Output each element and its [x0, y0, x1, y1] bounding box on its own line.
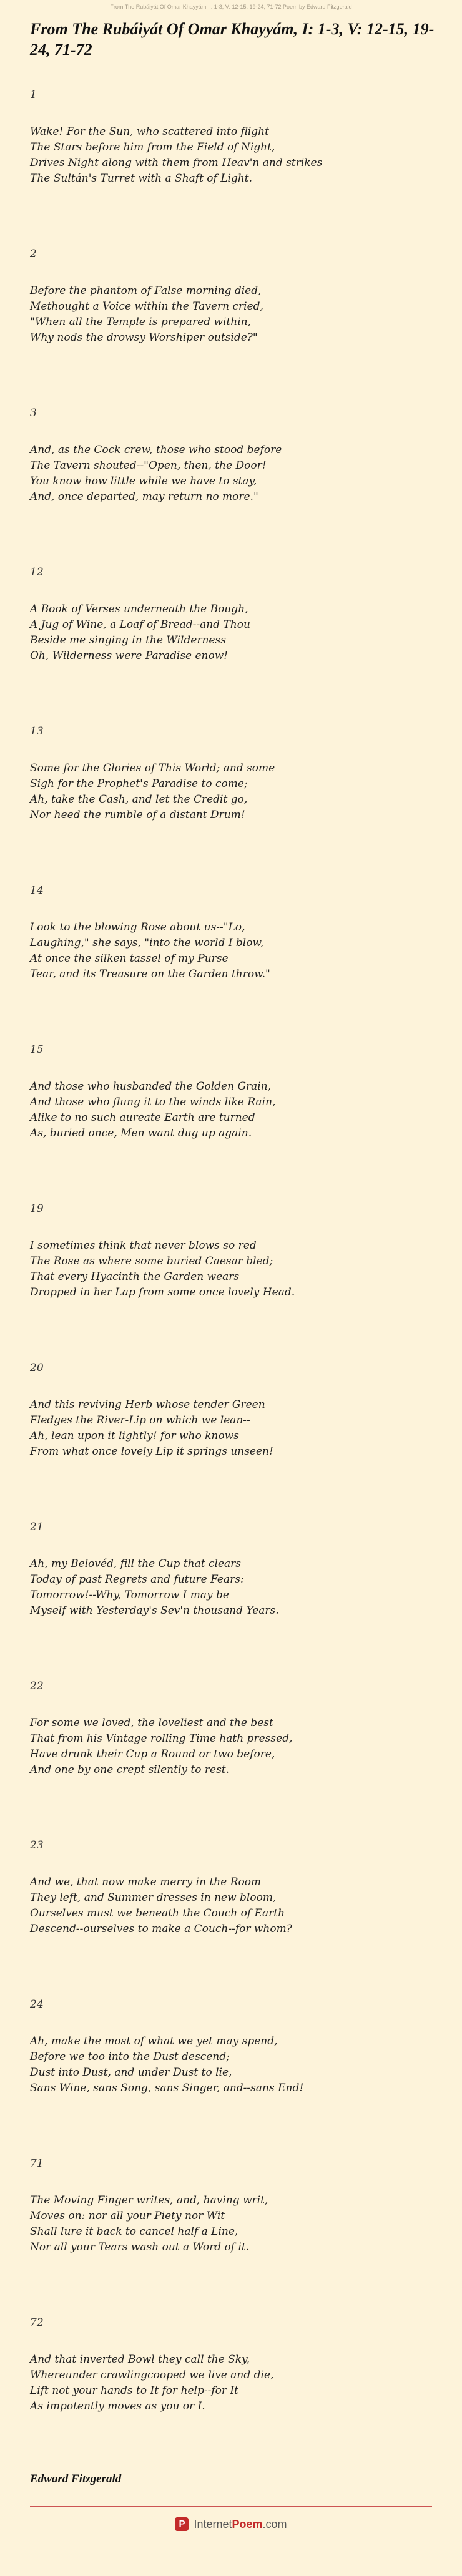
verse-line: Some for the Glories of This World; and some [30, 762, 275, 774]
verse-line: As, buried once, Men want dug up again. [30, 1127, 252, 1139]
poem-title: From The Rubáiyát Of Omar Khayyám, I: 1-3, V: 12-15, 19-24, 71-72 [30, 20, 435, 59]
verse-line: The Rose as where some buried Caesar bled; [30, 1255, 273, 1267]
stanza [30, 1202, 436, 1299]
verse-line: The Sultán's Turret with a Shaft of Light. [30, 172, 253, 185]
verse-line: Methought a Voice within the Tavern cried, [30, 300, 263, 313]
stanza-number: 13 [30, 725, 44, 738]
stanza [30, 1838, 436, 1935]
stanza [30, 88, 436, 185]
stanza [30, 1043, 436, 1139]
source-line: From The Rubáiyát Of Omar Khayyám, I: 1-3, V: 12-15, 19-24, 71-72 Poem by Edward Fitzgerald [110, 4, 352, 10]
stanza-lines [30, 1397, 436, 1460]
verse-line: At once the silken tassel of my Purse [30, 952, 229, 965]
verse-line: A Book of Verses underneath the Bough, [30, 603, 248, 615]
stanza-lines [30, 1875, 436, 1937]
author-name[interactable]: Edward Fitzgerald [30, 2472, 122, 2486]
verse-line: Moves on: nor all your Piety nor Wit [30, 2210, 225, 2222]
verse-line: Dust into Dust, and under Dust to lie, [30, 2066, 232, 2079]
verse-line: Sans Wine, sans Song, sans Singer, and--sans End! [30, 2082, 304, 2094]
stanza [30, 884, 436, 980]
verse-line: And those who flung it to the winds like Rain, [30, 1096, 276, 1108]
verse-line: Ourselves must we beneath the Couch of Earth [30, 1907, 285, 1920]
verse-line: As impotently moves as you or I. [30, 2400, 205, 2413]
stanza-lines [30, 920, 436, 982]
verse-line: Drives Night along with them from Heav'n and strikes [30, 157, 323, 169]
stanza [30, 2157, 436, 2253]
stanza-number: 3 [30, 407, 37, 419]
verse-line: They left, and Summer dresses in new bloom, [30, 1891, 277, 1904]
stanza [30, 247, 436, 344]
stanza-lines [30, 1079, 436, 1141]
stanza-lines [30, 124, 436, 187]
stanza-lines [30, 602, 436, 664]
verse-line: Beside me singing in the Wilderness [30, 634, 226, 646]
verse-line: Tear, and its Treasure on the Garden throw." [30, 968, 270, 980]
stanza-number: 23 [30, 1839, 44, 1852]
site-name-emphasis: Poem [232, 2517, 263, 2530]
verse-line: And, once departed, may return no more." [30, 490, 258, 503]
verse-line: I sometimes think that never blows so red [30, 1239, 257, 1252]
stanza-number: 20 [30, 1362, 44, 1374]
verse-line: A Jug of Wine, a Loaf of Bread--and Thou [30, 618, 250, 631]
site-logo[interactable] [0, 2517, 462, 2531]
stanza-lines [30, 2352, 436, 2414]
stanza-number: 19 [30, 1203, 44, 1215]
verse-line: Ah, my Belovéd, fill the Cup that clears [30, 1558, 241, 1570]
verse-line: Alike to no such aureate Earth are turned [30, 1111, 255, 1124]
verse-line: Today of past Regrets and future Fears: [30, 1573, 244, 1586]
verse-line: Ah, take the Cash, and let the Credit go, [30, 793, 248, 806]
verse-line: Shall lure it back to cancel half a Line, [30, 2225, 238, 2238]
stanza-lines [30, 283, 436, 346]
verse-line: Ah, lean upon it lightly! for who knows [30, 1430, 239, 1442]
stanza [30, 565, 436, 662]
stanza-lines [30, 761, 436, 823]
verse-line: Look to the blowing Rose about us--"Lo, [30, 921, 245, 934]
verse-line: And that inverted Bowl they call the Sky, [30, 2353, 250, 2366]
verse-line: Nor heed the rumble of a distant Drum! [30, 809, 245, 821]
verse-line: And we, that now make merry in the Room [30, 1876, 262, 1888]
site-name-prefix: Internet [194, 2517, 232, 2530]
stanza [30, 1679, 436, 1776]
stanza [30, 1361, 436, 1458]
verse-line: The Moving Finger writes, and, having writ, [30, 2194, 268, 2207]
verse-line: Before we too into the Dust descend; [30, 2051, 230, 2063]
stanza-lines [30, 2034, 436, 2096]
verse-line: Have drunk their Cup a Round or two before, [30, 1748, 275, 1760]
verse-line: Sigh for the Prophet's Paradise to come; [30, 778, 248, 790]
verse-line: Nor all your Tears wash out a Word of it. [30, 2241, 250, 2253]
verse-line: For some we loved, the loveliest and the best [30, 1717, 273, 1729]
verse-line: That every Hyacinth the Garden wears [30, 1271, 240, 1283]
stanza-number: 71 [30, 2157, 44, 2170]
stanza-lines [30, 442, 436, 505]
verse-line: Fledges the River-Lip on which we lean-- [30, 1414, 250, 1427]
stanza-number: 22 [30, 1680, 44, 1692]
stanza-number: 2 [30, 248, 37, 260]
stanza-number: 72 [30, 2316, 44, 2329]
stanza-number: 1 [30, 89, 37, 101]
stanza-number: 15 [30, 1043, 44, 1056]
stanza [30, 724, 436, 821]
stanza [30, 1520, 436, 1617]
stanza-number: 24 [30, 1998, 44, 2011]
verse-line: Myself with Yesterday's Sev'n thousand Years. [30, 1604, 279, 1617]
stanza-lines [30, 1715, 436, 1778]
verse-line: And this reviving Herb whose tender Green [30, 1398, 265, 1411]
verse-line: And one by one crept silently to rest. [30, 1764, 230, 1776]
stanza-lines [30, 1556, 436, 1619]
verse-line: Wake! For the Sun, who scattered into flight [30, 125, 269, 138]
verse-line: Tomorrow!--Why, Tomorrow I may be [30, 1589, 229, 1601]
stanza-number: 12 [30, 566, 44, 578]
verse-line: Dropped in her Lap from some once lovely Head. [30, 1286, 295, 1299]
verse-line: That from his Vintage rolling Time hath pressed, [30, 1732, 293, 1745]
stanza [30, 2316, 436, 2413]
internetpoem-logo-icon: P [175, 2517, 189, 2531]
verse-line: Whereunder crawlingcooped we live and die, [30, 2369, 274, 2381]
verse-line: The Stars before him from the Field of Night, [30, 141, 275, 154]
verse-line: Descend--ourselves to make a Couch--for whom? [30, 1923, 292, 1935]
stanza [30, 406, 436, 503]
stanza-number: 21 [30, 1521, 44, 1533]
verse-line: The Tavern shouted--"Open, then, the Door! [30, 459, 267, 472]
verse-line: "When all the Temple is prepared within, [30, 316, 251, 328]
verse-line: From what once lovely Lip it springs unseen! [30, 1445, 273, 1458]
verse-line: Why nods the drowsy Worshiper outside?" [30, 331, 258, 344]
verse-line: You know how little while we have to stay, [30, 475, 257, 487]
stanza-lines [30, 2193, 436, 2255]
footer-divider [30, 2506, 432, 2507]
verse-line: Ah, make the most of what we yet may spend, [30, 2035, 278, 2047]
verse-line: Lift not your hands to It for help--for It [30, 2384, 238, 2397]
verse-line: Before the phantom of False morning died, [30, 285, 262, 297]
site-name-suffix: .com [262, 2517, 287, 2530]
stanza [30, 1998, 436, 2094]
site-name [194, 2518, 287, 2531]
verse-line: Laughing," she says, "into the world I blow, [30, 937, 264, 949]
stanza-number: 14 [30, 884, 44, 897]
stanza-lines [30, 1238, 436, 1300]
verse-line: Oh, Wilderness were Paradise enow! [30, 650, 229, 662]
verse-line: And, as the Cock crew, those who stood before [30, 444, 282, 456]
verse-line: And those who husbanded the Golden Grain, [30, 1080, 272, 1093]
